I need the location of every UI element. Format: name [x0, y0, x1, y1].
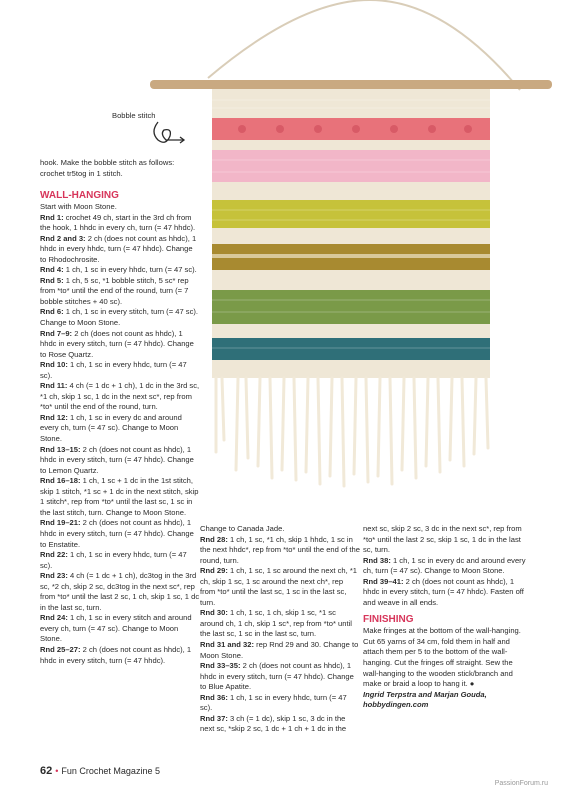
round-instruction [40, 213, 200, 234]
round-instruction [40, 613, 200, 645]
round-instruction [40, 329, 200, 361]
round-instruction [200, 693, 360, 714]
rounds-list [40, 213, 200, 667]
round-label: Rnd 13–15: [40, 444, 81, 454]
section-title-wall-hanging: WALL-HANGING [40, 190, 119, 201]
magazine-name: Fun Crochet Magazine 5 [61, 766, 160, 776]
round-text: 2 ch (does not count as hhdc), 1 hhdc in every hhdc, turn (= 47 hhdc). Change to Rhodochrosite. [40, 233, 197, 264]
round-instruction [40, 413, 200, 445]
round-text: 4 ch (= 1 dc + 1 ch), 1 dc in the 3rd sc, *1 ch, skip 1 sc, 1 dc in the next sc*, rep from *to* until the end of the round, turn. [40, 381, 200, 412]
round-label: Rnd 31 and 32: [200, 640, 255, 650]
round-text: 4 ch (= 1 dc + 1 ch), dc3tog in the 3rd sc, *2 ch, skip 2 sc, dc3tog in the next sc*, rep from *to* until the last 2 sc, 1 ch, skip 1 sc, 1 dc in the last sc, turn. [40, 571, 200, 612]
round-text: 1 ch, 1 sc in every stitch and around every ch, turn (= 47 sc). Change to Moon Stone. [40, 613, 192, 644]
credit-website: hobbydingen.com [363, 700, 429, 710]
round-text: 1 ch, 1 sc in every dc and around every ch, turn (= 47 sc). Change to Moon Stone. [40, 412, 182, 444]
round-text: crochet 49 ch, start in the 3rd ch from the hook, 1 hhdc in every ch, turn (= 47 hhdc). [40, 212, 196, 233]
round-label: Rnd 16–18: [40, 476, 81, 486]
round-label: Rnd 10: [40, 360, 68, 370]
round-label: Rnd 1: [40, 212, 64, 222]
round-label: Rnd 28: [200, 534, 228, 544]
column-2 [200, 524, 360, 735]
round-instruction [200, 714, 360, 735]
round-instruction [40, 571, 200, 613]
round-label: Rnd 23: [40, 571, 68, 581]
wooden-stick [150, 80, 552, 89]
page-footer: 62 • Fun Crochet Magazine 5 [40, 765, 160, 777]
column-lead: Change to Canada Jade. [200, 524, 285, 533]
column-lead: next sc, skip 2 sc, 3 dc in the next sc*, rep from *to* until the last 2 sc, skip 1 sc, 1 dc in the last sc, turn. [363, 524, 522, 555]
round-instruction [200, 566, 360, 608]
round-label: Rnd 39–41: [363, 576, 404, 586]
wall-hanging-photo [150, 0, 566, 520]
intro-text [40, 158, 200, 179]
round-label: Rnd 4: [40, 265, 64, 275]
round-label: Rnd 19–21: [40, 518, 81, 528]
stripe-lemon-quartz [212, 200, 490, 228]
round-label: Rnd 37: [200, 713, 228, 723]
round-instruction [40, 276, 200, 308]
round-instruction [40, 265, 200, 276]
round-text: 2 ch (does not count as hhdc), 1 hhdc in every stitch, turn (= 47 hhdc). Fasten off and weave in all ends. [363, 576, 524, 607]
column-1 [40, 190, 200, 666]
round-label: Rnd 30: [200, 608, 228, 618]
stripe-blue-apatite [212, 338, 490, 360]
round-label: Rnd 2 and 3: [40, 233, 86, 243]
round-instruction [40, 307, 200, 328]
round-text: rep Rnd 29 and 30. Change to Moon Stone. [200, 640, 359, 660]
round-instruction [40, 381, 200, 413]
stripe-canada-jade [212, 290, 490, 324]
start-instruction: Start with Moon Stone. [40, 202, 117, 211]
round-text: 1 ch, 1 sc, 1 sc around the next ch, *1 ch, skip 1 sc, 1 sc around the next ch*, rep from *to* until the last sc, 1 sc in the last sc, turn. [200, 566, 358, 607]
round-text: 1 ch, 1 sc in every hhdc, turn (= 47 sc). [40, 360, 187, 380]
round-label: Rnd 29: [200, 566, 228, 576]
round-label: Rnd 6: [40, 307, 64, 317]
round-text: 3 ch (= 1 dc), skip 1 sc, 3 dc in the next sc, *skip 2 sc, 1 dc + 1 ch + 1 dc in the [200, 713, 347, 734]
stripe-rhodochrosite [212, 118, 490, 140]
round-text: 2 ch (does not count as hhdc), 1 hhdc in every stitch, turn (= 47 hhdc). Change to Enstatite. [40, 518, 194, 549]
page-number: 62 [40, 765, 53, 777]
finishing-text: Make fringes at the bottom of the wall-hanging. Cut 65 yarns of 34 cm, fold them in half and attach them per 5 to the bottom of the wall-hanging. Cut the fringes off straight. Sew the wall-hanging to the wooden stick/branch and make or braid a loop to hang it. ● [363, 626, 521, 689]
round-instruction [363, 556, 528, 577]
round-instruction [40, 476, 200, 518]
column-3 [363, 524, 528, 711]
stripe-rose-quartz [212, 150, 490, 182]
round-label: Rnd 24: [40, 613, 68, 623]
round-instruction [200, 535, 360, 567]
watermark: PassionForum.ru [494, 780, 548, 787]
round-text: 1 ch, 1 sc in every hhdc, turn (= 47 sc). [63, 265, 197, 275]
round-text: 1 ch, 1 sc in every stitch, turn (= 47 sc). Change to Moon Stone. [40, 307, 199, 328]
credit-line: Ingrid Terpstra and Marjan Gouda, [363, 689, 487, 699]
round-label: Rnd 25–27: [40, 644, 81, 654]
round-instruction [40, 445, 200, 477]
round-label: Rnd 5: [40, 275, 64, 285]
round-text: 2 ch (does not count as hhdc), 1 hhdc in every stitch, turn (= 47 hhdc). [40, 644, 192, 665]
round-instruction [40, 518, 200, 550]
fringes [216, 378, 488, 486]
crochet-fabric [212, 88, 490, 378]
intro-line: hook. Make the bobble stitch as follows: [40, 158, 175, 167]
round-text: 1 ch, 1 sc in every dc and around every ch, turn (= 47 sc). Change to Moon Stone. [363, 555, 526, 576]
round-text: 1 ch, 1 sc, *1 ch, skip 1 hhdc, 1 sc in the next hhdc*, rep from *to* until the end of the round, turn. [200, 534, 360, 565]
round-label: Rnd 22: [40, 550, 68, 560]
round-text: 2 ch (does not count as hhdc), 1 hhdc in every stitch, turn (= 47 hhdc). Change to Lemon Quartz. [40, 444, 194, 475]
bobble-stitch-label: Bobble stitch [112, 111, 156, 120]
section-title-finishing: FINISHING [363, 614, 414, 626]
round-label: Rnd 33–35: [200, 661, 241, 671]
round-label: Rnd 7–9: [40, 328, 73, 338]
round-text: 1 ch, 1 sc + 1 dc in the 1st stitch, skip 1 stitch, *1 sc + 1 dc in the next stitch, skip 1 stitch*, rep from *to* until the last sc, 1 sc in the last stitch, turn. Change to Moon Stone. [40, 476, 199, 517]
round-label: Rnd 38: [363, 555, 391, 565]
round-instruction [200, 661, 360, 693]
round-text: 2 ch (does not count as hhdc), 1 hhdc in every stitch, turn (= 47 hhdc). Change to Blue Apatite. [200, 661, 354, 692]
round-text: 1 ch, 1 sc, 1 ch, skip 1 sc, *1 sc around ch, 1 ch, skip 1 sc*, rep from *to* until the last sc, 1 sc in the last sc, turn. [200, 608, 352, 639]
round-instruction [40, 360, 200, 381]
round-text: 1 ch, 1 sc in every hhdc, turn (= 47 sc). [200, 692, 347, 713]
round-label: Rnd 11: [40, 381, 68, 391]
arrow-swirl-icon [150, 118, 190, 148]
rounds-list [363, 556, 528, 609]
round-instruction [200, 640, 360, 661]
round-text: 1 ch, 1 sc in every hhdc, turn (= 47 sc). [40, 550, 187, 570]
round-instruction [40, 234, 200, 266]
round-text: 2 ch (does not count as hhdc), 1 hhdc in every stitch, turn (= 47 hhdc). Change to Rose Quartz. [40, 328, 194, 359]
round-text: 1 ch, 5 sc, *1 bobble stitch, 5 sc* rep from *to* until the end of the round, turn (= 7 bobble stitches + 40 sc). [40, 275, 189, 306]
round-instruction [363, 577, 528, 609]
intro-line: crochet tr5tog in 1 stitch. [40, 168, 123, 178]
round-label: Rnd 12: [40, 412, 68, 422]
round-instruction [40, 645, 200, 666]
round-instruction [40, 550, 200, 571]
round-instruction [200, 608, 360, 640]
round-label: Rnd 36: [200, 692, 228, 702]
hanging-cord [208, 0, 520, 90]
rounds-list [200, 535, 360, 735]
